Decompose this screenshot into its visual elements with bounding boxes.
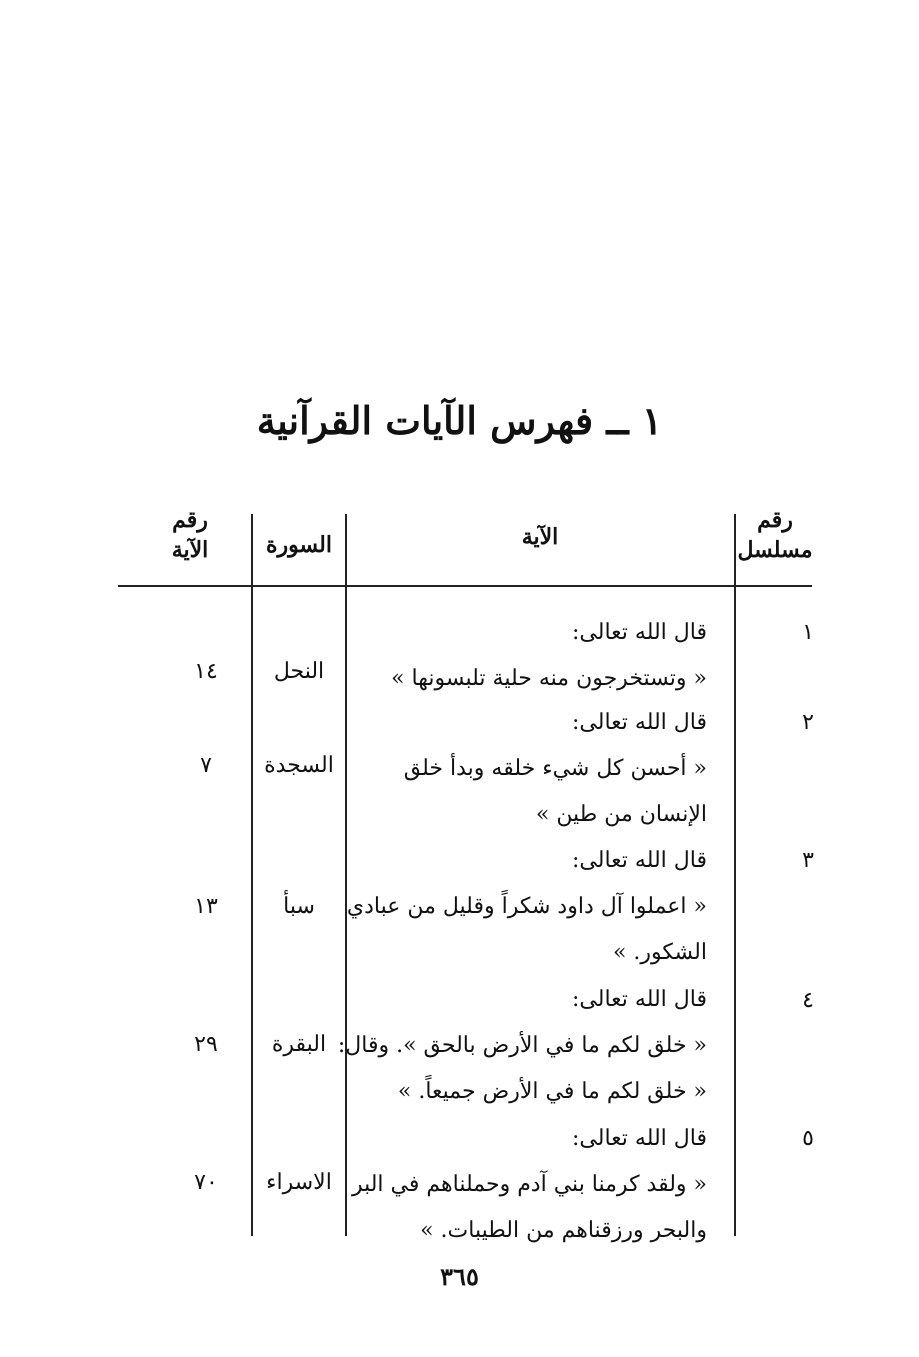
row-3-verse: ١٣ (194, 894, 218, 919)
ayah-line: قال الله تعالى: (572, 710, 707, 735)
ayah-line: قال الله تعالى: (572, 987, 707, 1012)
row-2-verse: ٧ (200, 753, 212, 778)
header-rule (118, 585, 812, 587)
page-number: ٣٦٥ (440, 1262, 479, 1291)
row-5-surah: الاسراء (266, 1170, 332, 1195)
row-5-serial: ٥ (802, 1126, 814, 1151)
row-5-ayah (347, 1116, 707, 1254)
row-1-ayah (347, 610, 707, 702)
ayah-line: « خلق لكم ما في الأرض بالحق ». وقال: (337, 1033, 707, 1058)
row-4-serial: ٤ (802, 988, 814, 1013)
header-serial-line2: مسلسل (737, 537, 813, 563)
ayah-line: « اعملوا آل داود شكراً وقليل من عبادي (346, 894, 707, 919)
page-title: ١ ــ فهرس الآيات القرآنية (256, 398, 663, 443)
ayah-line: « ولقد كرمنا بني آدم وحملناهم في البر (351, 1172, 707, 1197)
row-3-surah: سبأ (283, 894, 315, 919)
row-4-surah: البقرة (271, 1032, 327, 1057)
row-2-serial: ٢ (802, 710, 814, 735)
row-1-surah: النحل (273, 659, 325, 684)
column-divider-surah (251, 514, 253, 1236)
ayah-line: « وتستخرجون منه حلية تلبسونها » (391, 666, 707, 691)
row-4-verse: ٢٩ (194, 1032, 218, 1057)
header-verse-line2: الآية (171, 537, 209, 563)
ayah-line: « خلق لكم ما في الأرض جميعاً. » (397, 1079, 707, 1104)
row-3-ayah (347, 838, 707, 976)
row-1-serial: ١ (802, 620, 814, 645)
row-1-verse: ١٤ (194, 659, 218, 684)
header-verse-line1: رقم (172, 507, 208, 533)
row-2-surah: السجدة (264, 753, 334, 778)
header-verse-number (150, 505, 230, 565)
header-serial (735, 505, 815, 565)
ayah-line: قال الله تعالى: (572, 1126, 707, 1151)
column-divider-serial (734, 514, 736, 1236)
header-ayah: الآية (521, 524, 559, 550)
ayah-line: والبحر ورزقناهم من الطيبات. » (420, 1218, 707, 1243)
row-4-ayah (337, 977, 707, 1115)
row-2-ayah (347, 700, 707, 838)
header-surah: السورة (266, 532, 332, 558)
header-serial-line1: رقم (757, 507, 793, 533)
ayah-line: قال الله تعالى: (572, 620, 707, 645)
ayah-line: « أحسن كل شيء خلقه وبدأ خلق (403, 756, 707, 781)
row-3-serial: ٣ (802, 848, 814, 873)
row-5-verse: ٧٠ (194, 1170, 218, 1195)
ayah-line: قال الله تعالى: (572, 848, 707, 873)
ayah-line: الشكور. » (612, 940, 707, 965)
ayah-line: الإنسان من طين » (535, 802, 707, 827)
